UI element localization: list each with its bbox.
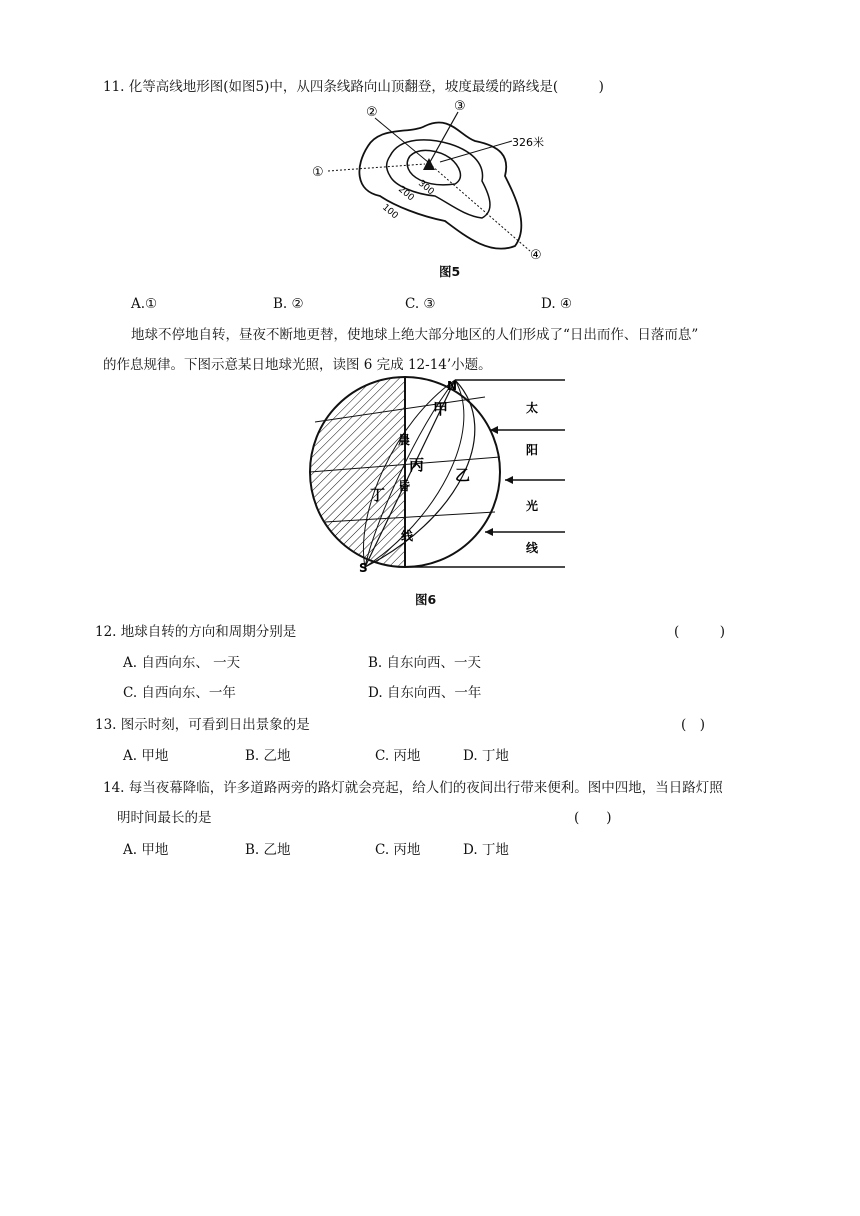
elevation-label: 326米 xyxy=(512,136,544,149)
q11-option-b[interactable]: B. ② xyxy=(273,296,304,312)
route-4-line xyxy=(432,166,530,251)
q14-option-d[interactable]: D. 丁地 xyxy=(463,842,509,858)
q13-answer-paren: ( ) xyxy=(681,717,706,733)
sunlight-label-4: 线 xyxy=(526,541,539,555)
point-jia-label: 甲 xyxy=(433,400,449,418)
point-ding-label: 丁 xyxy=(370,486,386,504)
chen-label: 晨 xyxy=(398,433,411,447)
q14-option-b[interactable]: B. 乙地 xyxy=(245,842,291,858)
sunlight-label-3: 光 xyxy=(526,499,539,513)
q12-option-a[interactable]: A. 自西向东、 一天 xyxy=(123,655,241,671)
q14-option-a[interactable]: A. 甲地 xyxy=(123,842,169,858)
figure-5-caption: 图5 xyxy=(439,264,461,279)
intro-line-2: 的作息规律。下图示意某日地球光照，读图 6 完成 12-14’小题。 xyxy=(103,357,492,373)
q13-option-b[interactable]: B. 乙地 xyxy=(245,748,291,764)
sunlight-label-2: 阳 xyxy=(526,443,539,457)
point-yi-label: 乙 xyxy=(455,466,471,484)
route-1-label: ① xyxy=(312,165,324,180)
route-1-line xyxy=(328,164,425,171)
q11-option-a[interactable]: A.① xyxy=(131,296,158,312)
xian-label: 线 xyxy=(401,529,414,543)
q14-stem-line-2: 明时间最长的是 xyxy=(117,810,212,826)
route-2-label: ② xyxy=(366,105,378,120)
q12-answer-paren: ( ) xyxy=(674,624,726,640)
contour-100-label: 100 xyxy=(380,202,400,222)
point-bing-label: 丙 xyxy=(409,456,425,474)
q11-option-d[interactable]: D. ④ xyxy=(541,296,573,312)
q12-option-d[interactable]: D. 自东向西、一年 xyxy=(368,685,482,701)
q14-answer-paren: ( ) xyxy=(574,810,612,826)
figure-6-earth-illumination xyxy=(295,372,575,582)
south-label: S xyxy=(359,561,368,575)
q11-stem: 11. 化等高线地形图(如图5)中，从四条线路向山顶翻登，坡度最缓的路线是( ) xyxy=(103,79,604,95)
q13-option-a[interactable]: A. 甲地 xyxy=(123,748,169,764)
q12-option-c[interactable]: C. 自西向东、一年 xyxy=(123,685,236,701)
contour-200-label: 200 xyxy=(396,184,416,204)
q12-stem: 12. 地球自转的方向和周期分别是 xyxy=(95,624,297,640)
route-3-label: ③ xyxy=(454,99,466,114)
hun-label: 昏 xyxy=(398,479,411,493)
q13-option-d[interactable]: D. 丁地 xyxy=(463,748,509,764)
figure-5-contour-map xyxy=(300,96,560,266)
route-4-label: ④ xyxy=(530,248,542,263)
sunlight-label-1: 太 xyxy=(526,401,539,415)
figure-6-caption: 图6 xyxy=(415,592,437,607)
north-label: N xyxy=(447,379,458,393)
q11-option-c[interactable]: C. ③ xyxy=(405,296,436,312)
intro-line-1: 地球不停地自转，昼夜不断地更替，使地球上绝大部分地区的人们形成了“日出而作、日落而息” xyxy=(131,327,699,343)
q14-option-c[interactable]: C. 丙地 xyxy=(375,842,421,858)
q13-stem: 13. 图示时刻，可看到日出景象的是 xyxy=(95,717,310,733)
q13-option-c[interactable]: C. 丙地 xyxy=(375,748,421,764)
q12-option-b[interactable]: B. 自东向西、一天 xyxy=(368,655,482,671)
contour-300-label: 300 xyxy=(416,178,436,198)
q14-stem-line-1: 14. 每当夜幕降临，许多道路两旁的路灯就会亮起，给人们的夜间出行带来便利。图中四地，当日路灯照 xyxy=(103,780,723,796)
